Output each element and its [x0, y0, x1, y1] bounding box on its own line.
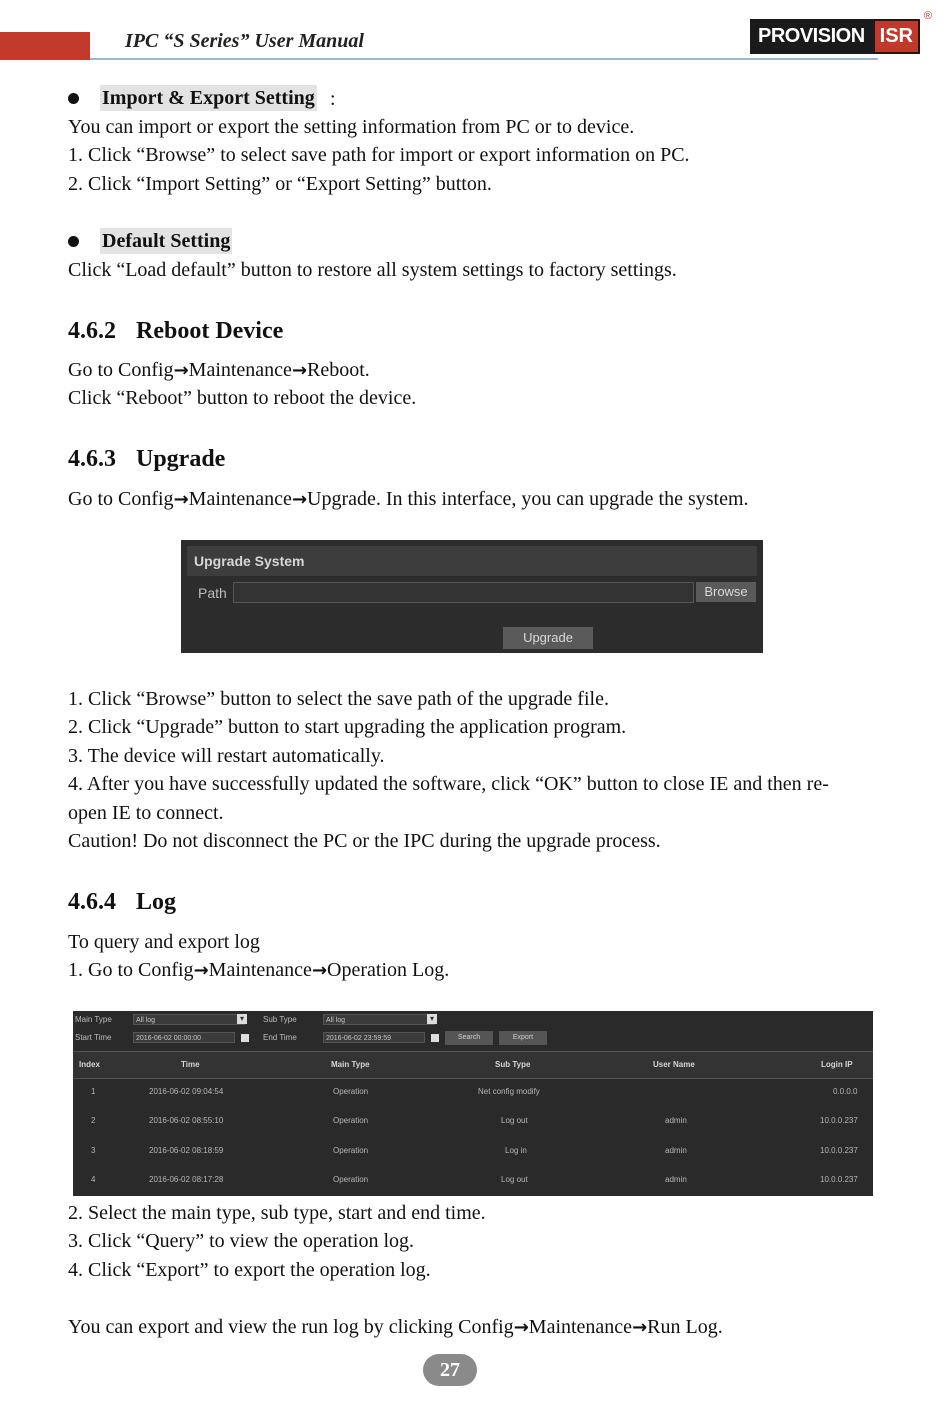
- upgrade-step-4-cont: open IE to connect.: [68, 802, 224, 824]
- upgrade-step-3: 3. The device will restart automatically.: [68, 745, 385, 767]
- col-user-name: User Name: [653, 1060, 695, 1069]
- log-intro: To query and export log: [68, 931, 260, 953]
- browse-button[interactable]: Browse: [696, 582, 756, 602]
- search-button[interactable]: Search: [445, 1031, 493, 1045]
- calendar-icon[interactable]: [241, 1034, 249, 1042]
- logo-isr: ISR: [873, 19, 920, 54]
- sub-type-label: Sub Type: [263, 1015, 297, 1024]
- end-time-input[interactable]: 2016-06-02 23:59:59: [323, 1032, 425, 1043]
- arrow-right-icon: →: [291, 360, 308, 381]
- header-rule: [90, 58, 878, 60]
- log-step-4: 4. Click “Export” to export the operation log.: [68, 1259, 431, 1281]
- arrow-right-icon: →: [632, 1317, 648, 1338]
- default-setting-title: Default Setting: [102, 230, 231, 252]
- upgrade-system-panel: [181, 540, 763, 653]
- import-export-line-2: 1. Click “Browse” to select save path for import or export information on PC.: [68, 144, 690, 166]
- path-label: Path: [198, 585, 227, 601]
- arrow-right-icon: →: [513, 1317, 529, 1338]
- section-heading-log: 4.6.4 Log: [68, 889, 177, 915]
- path-input[interactable]: [233, 582, 694, 603]
- col-sub-type: Sub Type: [495, 1060, 531, 1069]
- log-table-header: [73, 1051, 873, 1079]
- chevron-down-icon[interactable]: ▾: [427, 1014, 437, 1024]
- table-row[interactable]: 3 2016-06-02 08:18:59 Operation Log in admin 10.0.0.237: [91, 1146, 858, 1155]
- log-step-3: 3. Click “Query” to view the operation log.: [68, 1230, 415, 1252]
- logo-main: PROVISION: [750, 19, 873, 54]
- run-log-line: You can export and view the run log by clicking Config→Maintenance→Run Log.: [68, 1316, 723, 1338]
- upgrade-step-1: 1. Click “Browse” button to select the save path of the upgrade file.: [68, 688, 609, 710]
- section-heading-reboot: 4.6.2 Reboot Device: [68, 318, 284, 344]
- log-step-1: 1. Go to Config→Maintenance→Operation Log.: [68, 959, 450, 981]
- import-export-colon: :: [330, 88, 336, 110]
- reboot-line: Click “Reboot” button to reboot the device.: [68, 387, 417, 409]
- col-index: Index: [79, 1060, 100, 1069]
- page-number: 27: [423, 1354, 477, 1386]
- start-time-input[interactable]: 2016-06-02 00:00:00: [133, 1032, 235, 1043]
- col-time: Time: [181, 1060, 200, 1069]
- import-export-title: Import & Export Setting: [102, 87, 315, 109]
- upgrade-panel-header: Upgrade System: [187, 546, 757, 576]
- upgrade-button[interactable]: Upgrade: [503, 627, 593, 649]
- bullet-icon: [68, 93, 79, 104]
- log-step-2: 2. Select the main type, sub type, start and end time.: [68, 1202, 486, 1224]
- section-heading-upgrade: 4.6.3 Upgrade: [68, 446, 226, 472]
- main-type-select[interactable]: All log: [133, 1014, 245, 1025]
- calendar-icon[interactable]: [431, 1034, 439, 1042]
- upgrade-step-4: 4. After you have successfully updated the software, click “OK” button to close IE and then re-: [68, 773, 829, 795]
- upgrade-step-2: 2. Click “Upgrade” button to start upgrading the application program.: [68, 716, 627, 738]
- table-row[interactable]: 4 2016-06-02 08:17:28 Operation Log out admin 10.0.0.237: [91, 1175, 858, 1184]
- table-row[interactable]: 2 2016-06-02 08:55:10 Operation Log out admin 10.0.0.237: [91, 1116, 858, 1125]
- arrow-right-icon: →: [173, 489, 189, 510]
- bullet-icon: [68, 236, 79, 247]
- arrow-right-icon: →: [311, 960, 328, 981]
- import-export-line-1: You can import or export the setting information from PC or to device.: [68, 116, 635, 138]
- end-time-label: End Time: [263, 1033, 297, 1042]
- default-setting-line: Click “Load default” button to restore all system settings to factory settings.: [68, 259, 677, 281]
- chevron-down-icon[interactable]: ▾: [237, 1014, 247, 1024]
- page-header-title: IPC “S Series” User Manual: [125, 30, 364, 52]
- provision-isr-logo: [750, 10, 932, 54]
- upgrade-nav-path: Go to Config→Maintenance→Upgrade. In this interface, you can upgrade the system.: [68, 488, 749, 510]
- main-type-label: Main Type: [75, 1015, 112, 1024]
- arrow-right-icon: →: [173, 360, 189, 381]
- header-accent-bar: [0, 32, 90, 60]
- logo-registered: ®: [923, 10, 932, 22]
- col-main-type: Main Type: [331, 1060, 370, 1069]
- export-button[interactable]: Export: [499, 1031, 547, 1045]
- arrow-right-icon: →: [291, 489, 308, 510]
- arrow-right-icon: →: [193, 960, 209, 981]
- operation-log-panel: [73, 1011, 873, 1196]
- import-export-line-3: 2. Click “Import Setting” or “Export Setting” button.: [68, 173, 492, 195]
- table-row[interactable]: 1 2016-06-02 09:04:54 Operation Net config modify 0.0.0.0: [91, 1087, 858, 1096]
- start-time-label: Start Time: [75, 1033, 112, 1042]
- upgrade-caution: Caution! Do not disconnect the PC or the IPC during the upgrade process.: [68, 830, 661, 852]
- col-login-ip: Login IP: [821, 1060, 853, 1069]
- sub-type-select[interactable]: All log: [323, 1014, 435, 1025]
- reboot-nav-path: Go to Config→Maintenance→Reboot.: [68, 359, 370, 381]
